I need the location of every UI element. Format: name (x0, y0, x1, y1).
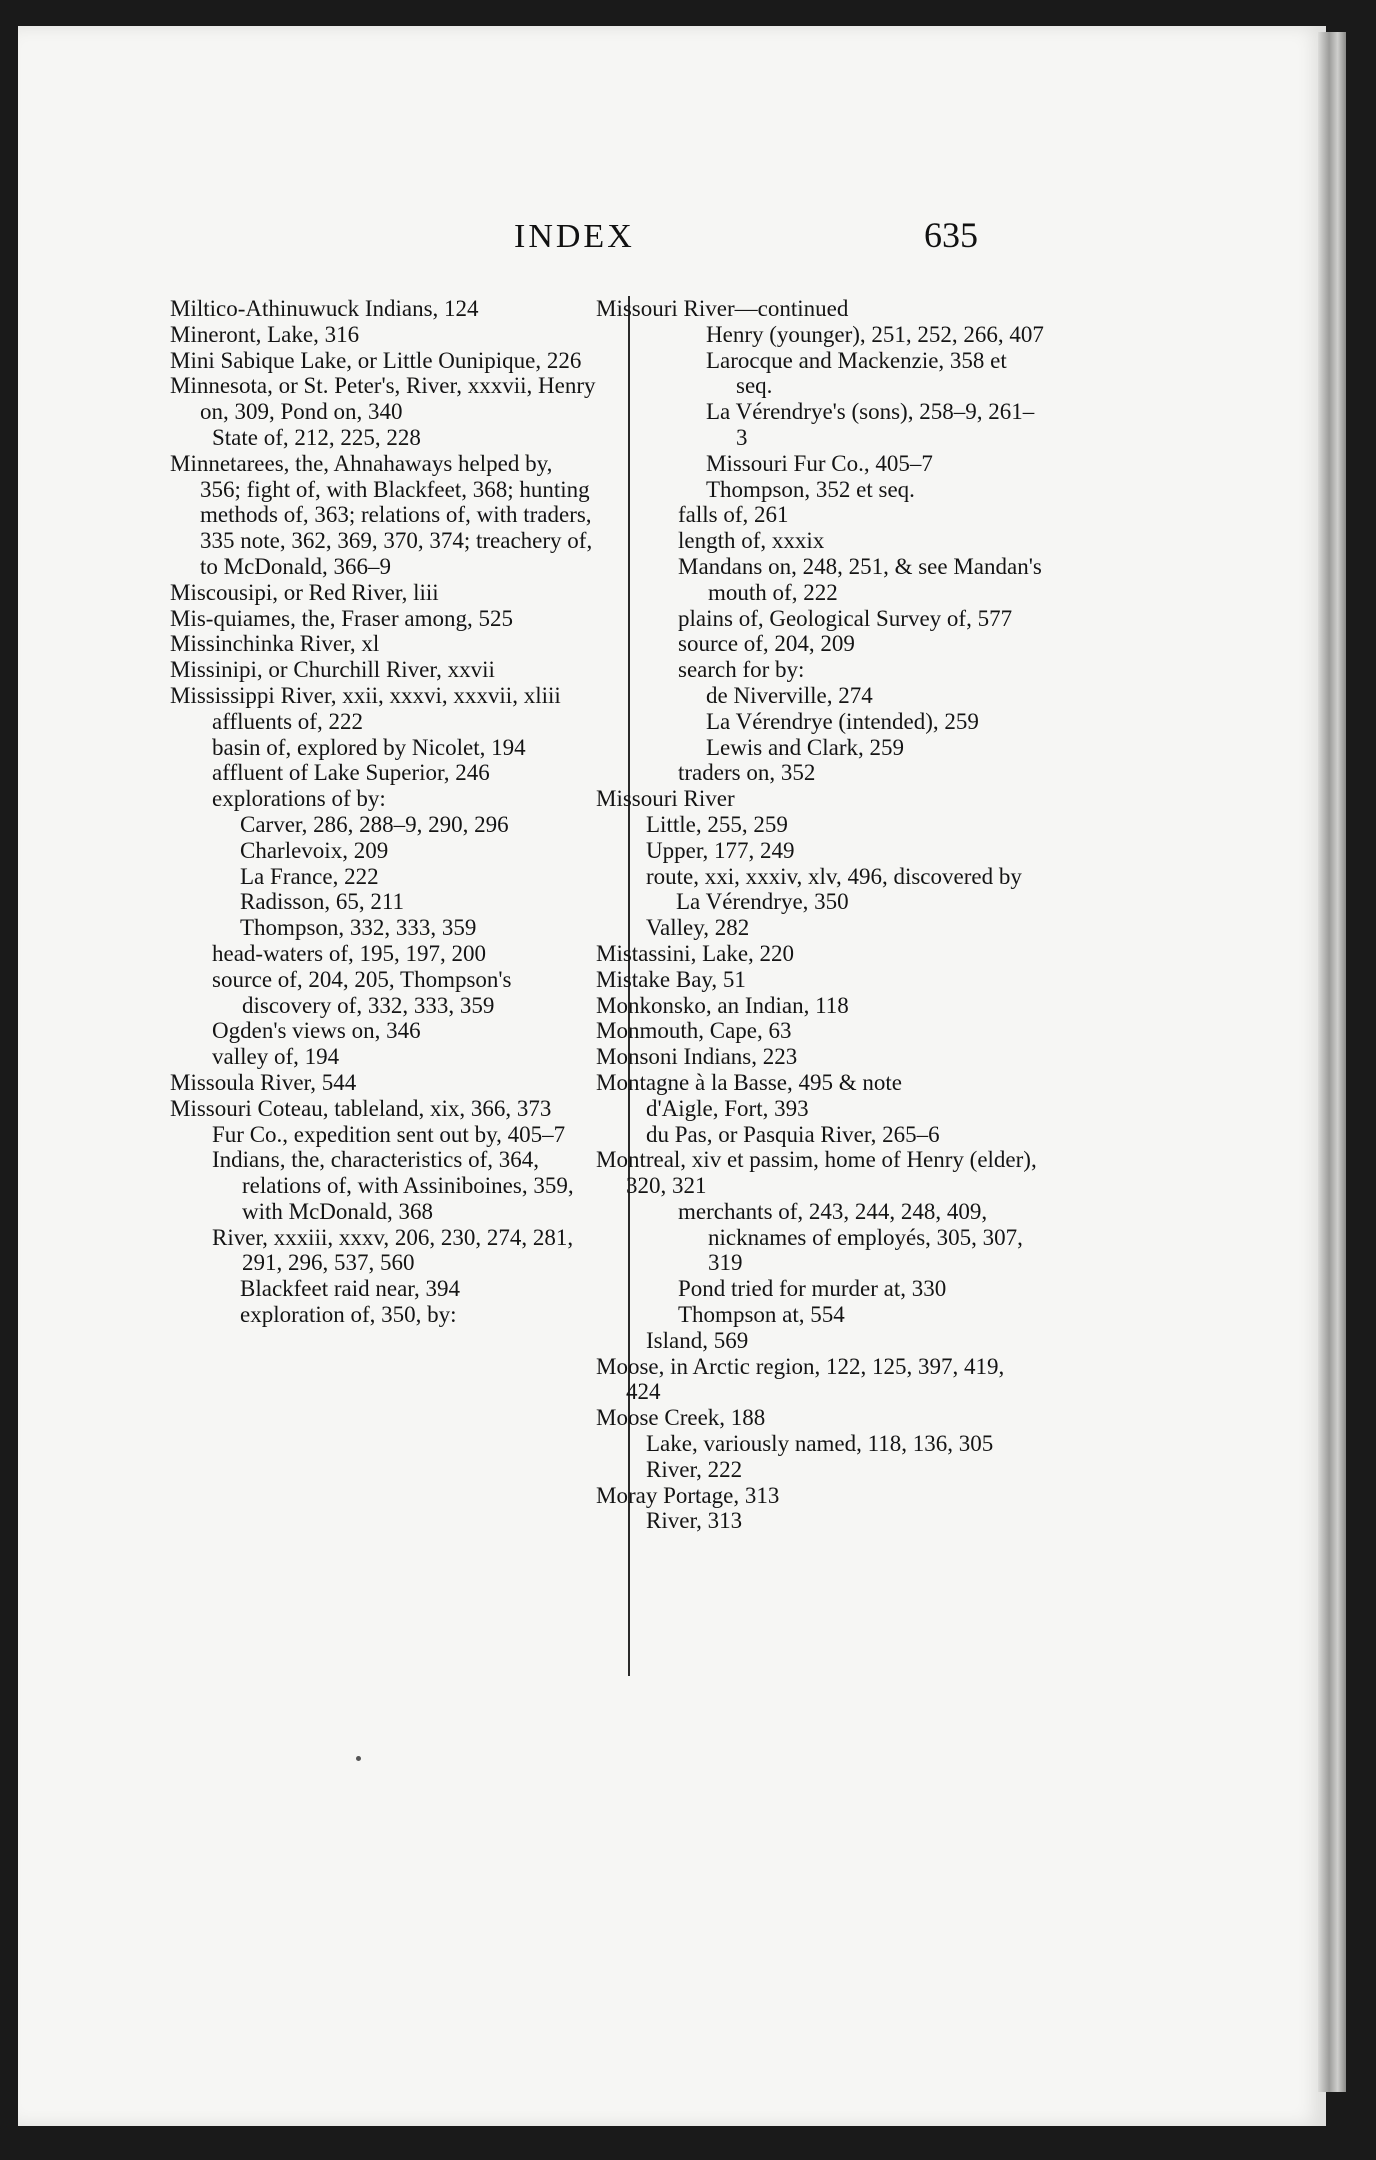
index-entry: State of, 212, 225, 228 (212, 424, 421, 450)
index-entry: Larocque and Mackenzie, 358 et seq. (706, 347, 1007, 399)
index-entry: Mandans on, 248, 251, & see Mandan's mouth of, 222 (678, 553, 1042, 605)
index-entry: source of, 204, 209 (678, 631, 855, 657)
book-page (18, 26, 1326, 2126)
index-entry: Moose, in Arctic region, 122, 125, 397, 419, 424 (596, 1353, 1005, 1405)
index-entry: Radisson, 65, 211 (240, 889, 404, 915)
index-entry: Upper, 177, 249 (646, 837, 795, 863)
index-entry: Miltico-Athinuwuck Indians, 124 (170, 296, 479, 321)
index-entry: Miscousipi, or Red River, liii (170, 579, 439, 605)
index-entry: Monmouth, Cape, 63 (596, 1018, 792, 1044)
index-entry: Montreal, xiv et passim, home of Henry (elder), 320, 321 (596, 1147, 1037, 1199)
index-entry: Missinipi, or Churchill River, xxvii (170, 657, 495, 683)
index-entry: Mis-quiames, the, Fraser among, 525 (170, 605, 514, 631)
index-entry: Thompson, 352 et seq. (706, 476, 915, 502)
index-entry: Lewis and Clark, 259 (706, 734, 905, 760)
index-entry: La Vérendrye's (sons), 258–9, 261–3 (706, 399, 1035, 450)
index-entry: Ogden's views on, 346 (212, 1018, 421, 1044)
index-entry: Indians, the, characteristics of, 364, relations of, with Assiniboines, 359, with McDonald, 368 (212, 1147, 574, 1224)
index-entry: Missouri Fur Co., 405–7 (706, 450, 933, 476)
index-entry: Valley, 282 (646, 915, 750, 941)
index-entry: Lake, variously named, 118, 136, 305 (646, 1431, 994, 1457)
index-entry: route, xxi, xxxiv, xlv, 496, discovered by La Vérendrye, 350 (646, 863, 1022, 915)
index-entry: explorations of by: (212, 786, 386, 812)
running-head: INDEX (514, 218, 635, 255)
index-entry: d'Aigle, Fort, 393 (646, 1095, 809, 1121)
index-entry: Thompson, 332, 333, 359 (240, 915, 477, 941)
index-entry: Missinchinka River, xl (170, 631, 380, 657)
index-entry: Fur Co., expedition sent out by, 405–7 (212, 1121, 566, 1147)
index-entry: plains of, Geological Survey of, 577 (678, 605, 1013, 631)
page-number: 635 (924, 215, 978, 255)
page-edge (1318, 32, 1346, 2092)
index-entry: falls of, 261 (678, 502, 789, 528)
index-entry: Monkonsko, an Indian, 118 (596, 992, 849, 1018)
index-entry: Thompson at, 554 (678, 1302, 845, 1328)
index-entry: Missoula River, 544 (170, 1069, 357, 1095)
index-column-left (170, 296, 598, 1328)
index-entry: Missouri River—continued (596, 296, 849, 321)
index-entry: Mineront, Lake, 316 (170, 321, 360, 347)
index-entry: Mississippi River, xxii, xxxvi, xxxvii, xliii (170, 682, 561, 708)
index-entry: search for by: (678, 657, 805, 683)
index-entry: Pond tried for murder at, 330 (678, 1276, 947, 1302)
index-entry: Moose Creek, 188 (596, 1405, 766, 1431)
index-entry: Moray Portage, 313 (596, 1482, 780, 1508)
index-entry: Montagne à la Basse, 495 & note (596, 1069, 902, 1095)
index-entry: Blackfeet raid near, 394 (240, 1276, 461, 1302)
page-header (18, 215, 1326, 268)
index-entry: source of, 204, 205, Thompson's discovery of, 332, 333, 359 (212, 966, 512, 1018)
index-entry: La Vérendrye (intended), 259 (706, 708, 979, 734)
index-entry: Island, 569 (646, 1327, 749, 1353)
index-entry: Henry (younger), 251, 252, 266, 407 (706, 321, 1044, 347)
index-entry: Little, 255, 259 (646, 811, 788, 837)
index-entry: merchants of, 243, 244, 248, 409, nicknames of employés, 305, 307, 319 (678, 1198, 1023, 1276)
index-entry: Carver, 286, 288–9, 290, 296 (240, 811, 509, 837)
index-entry: Mini Sabique Lake, or Little Ounipique, 226 (170, 347, 582, 373)
index-entry: length of, xxxix (678, 528, 825, 554)
paper-speck (356, 1756, 361, 1761)
index-entry: du Pas, or Pasquia River, 265–6 (646, 1121, 940, 1147)
index-entry: exploration of, 350, by: (240, 1302, 457, 1328)
index-entry: Mistake Bay, 51 (596, 966, 746, 992)
index-entry: River, 313 (646, 1508, 743, 1534)
index-entry: Monsoni Indians, 223 (596, 1044, 798, 1070)
index-entry: Charlevoix, 209 (240, 837, 389, 863)
index-entry: traders on, 352 (678, 760, 816, 786)
index-entry: head-waters of, 195, 197, 200 (212, 940, 487, 966)
index-entry: La France, 222 (240, 863, 379, 889)
index-entry: Minnetarees, the, Ahnahaways helped by, 356; fight of, with Blackfeet, 368; hunting methods of, 363; relations of, with traders, 335 note, 362, 369, 370, 374; treachery of, to McDonald, 366–9 (170, 450, 593, 579)
index-entry: de Niverville, 274 (706, 682, 873, 708)
index-entry: River, 222 (646, 1456, 743, 1482)
index-entry: Minnesota, or St. Peter's, River, xxxvii, Henry on, 309, Pond on, 340 (170, 373, 596, 425)
index-entry: River, xxxiii, xxxv, 206, 230, 274, 281, 291, 296, 537, 560 (212, 1224, 574, 1276)
index-entry: Missouri Coteau, tableland, xix, 366, 373 (170, 1095, 552, 1121)
index-entry: affluent of Lake Superior, 246 (212, 760, 490, 786)
index-entry: Mistassini, Lake, 220 (596, 940, 795, 966)
index-entry: basin of, explored by Nicolet, 194 (212, 734, 526, 760)
index-entry: Missouri River (596, 786, 735, 812)
index-entry: valley of, 194 (212, 1044, 340, 1070)
index-column-right (596, 296, 1044, 1534)
index-entry: affluents of, 222 (212, 708, 363, 734)
